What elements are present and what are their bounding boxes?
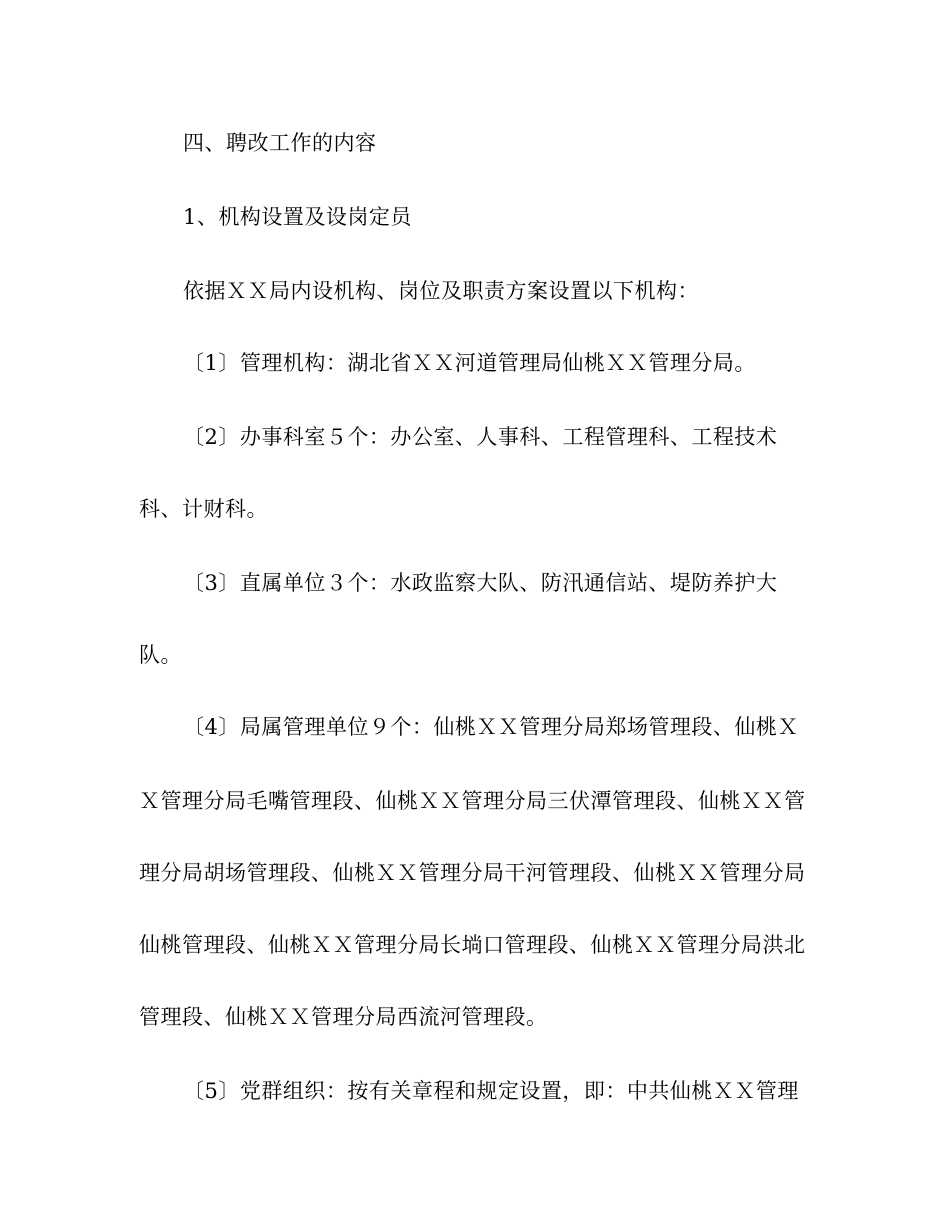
item-5-line-1: 〔5〕党群组织：按有关章程和规定设置，即：中共仙桃ＸＸ管理 xyxy=(183,1079,799,1103)
item-1: 〔1〕管理机构：湖北省ＸＸ河道管理局仙桃ＸＸ管理分局。 xyxy=(183,351,756,375)
item-4-line-3: 理分局胡场管理段、仙桃ＸＸ管理分局干河管理段、仙桃ＸＸ管理分局 xyxy=(139,861,806,885)
item-2-line-1: 〔2〕办事科室５个：办公室、人事科、工程管理科、工程技术 xyxy=(183,425,778,449)
item-2-line-2: 科、计财科。 xyxy=(139,497,268,521)
section-heading: 四、聘改工作的内容 xyxy=(183,131,377,155)
item-3-line-2: 队。 xyxy=(139,643,182,667)
item-4-line-5: 管理段、仙桃ＸＸ管理分局西流河管理段。 xyxy=(139,1005,548,1029)
item-3-line-1: 〔3〕直属单位３个：水政监察大队、防汛通信站、堤防养护大 xyxy=(183,571,778,595)
intro-paragraph: 依据ＸＸ局内设机构、岗位及职责方案设置以下机构： xyxy=(183,279,699,303)
item-4-line-1: 〔4〕局属管理单位９个：仙桃ＸＸ管理分局郑场管理段、仙桃Ｘ xyxy=(183,715,799,739)
item-4-line-4: 仙桃管理段、仙桃ＸＸ管理分局长埫口管理段、仙桃ＸＸ管理分局洪北 xyxy=(139,933,806,957)
item-4-line-2: Ｘ管理分局毛嘴管理段、仙桃ＸＸ管理分局三伏潭管理段、仙桃ＸＸ管 xyxy=(139,789,806,813)
subheading: 1、机构设置及设岗定员 xyxy=(183,205,412,229)
